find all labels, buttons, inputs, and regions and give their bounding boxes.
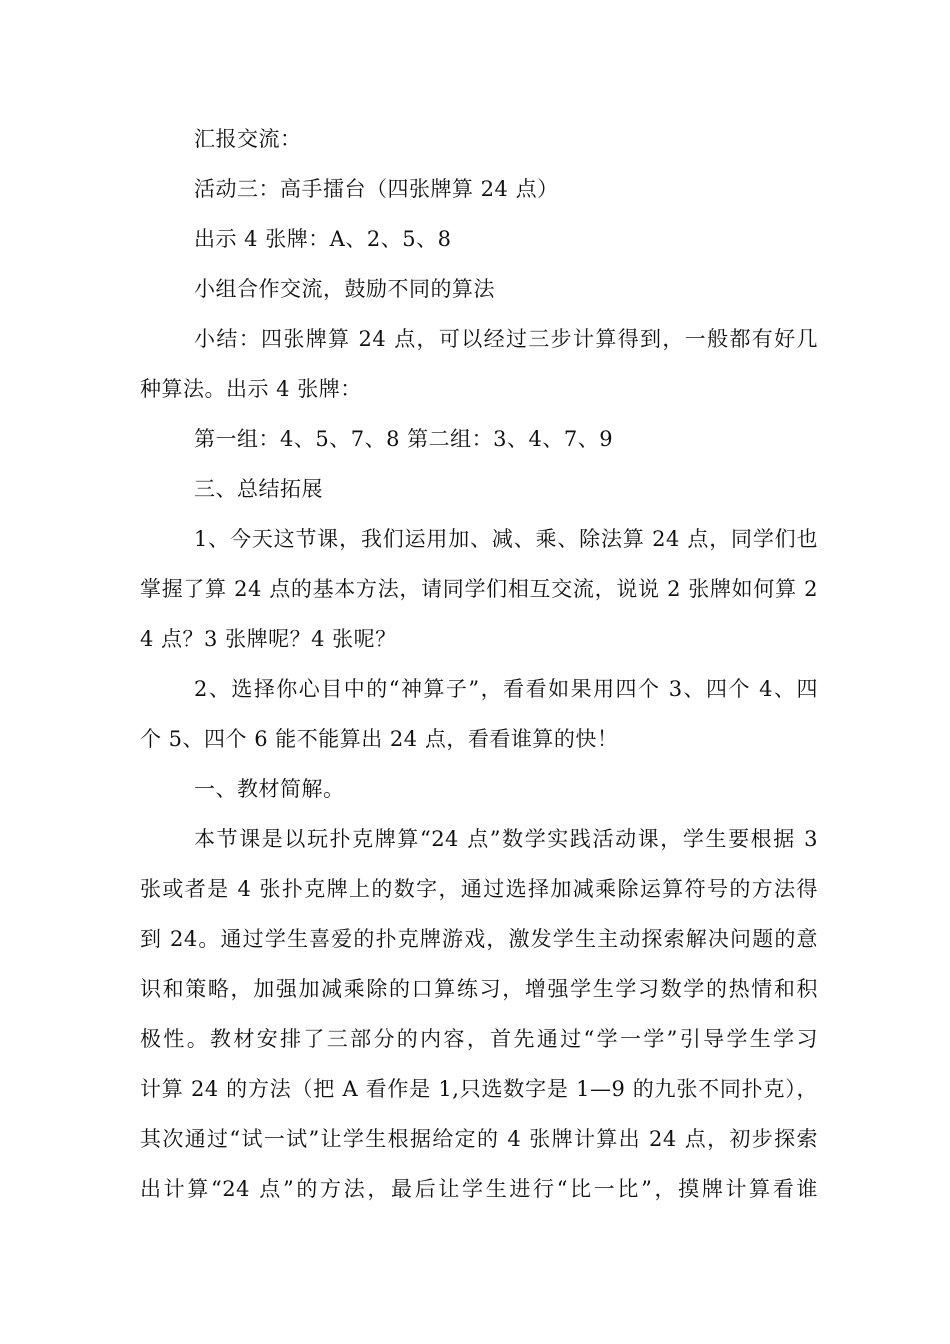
text-line-paragraph: 其次通过“试一试”让学生根据给定的 4 张牌计算出 24 点，初步探索 (140, 1127, 818, 1151)
text-line-paragraph: 识和策略，加强加减乘除的口算练习，增强学生学习数学的热情和积 (140, 977, 818, 1001)
text-line-activity-three: 活动三：高手擂台（四张牌算 24 点） (194, 177, 559, 201)
text-line-point-two: 2、选择你心目中的“神算子”，看看如果用四个 3、四个 4、四 (194, 677, 818, 701)
text-line-paragraph: 出计算“24 点”的方法，最后让学生进行“比一比”，摸牌计算看谁 (140, 1177, 818, 1201)
text-line-report: 汇报交流： (194, 127, 302, 151)
text-line-paragraph: 本节课是以玩扑克牌算“24 点”数学实践活动课，学生要根据 3 (194, 827, 818, 851)
section-heading-summary: 三、总结拓展 (194, 477, 323, 501)
text-line-paragraph: 到 24。通过学生喜爱的扑克牌游戏，激发学生主动探索解决问题的意 (140, 927, 818, 951)
text-line-group-discussion: 小组合作交流，鼓励不同的算法 (194, 277, 495, 301)
text-line-point-one-end: 4 点？3 张牌呢？4 张呢？ (140, 627, 397, 651)
text-line-show-cards: 出示 4 张牌：A、2、5、8 (194, 227, 452, 251)
section-heading-textbook: 一、教材简解。 (194, 777, 345, 801)
text-line-summary: 小结：四张牌算 24 点，可以经过三步计算得到，一般都有好几 (194, 327, 818, 351)
text-line-point-two-end: 个 5、四个 6 能不能算出 24 点，看看谁算的快！ (140, 727, 619, 751)
text-line-paragraph: 极性。教材安排了三部分的内容，首先通过“学一学”引导学生学习 (140, 1027, 818, 1051)
text-line-paragraph: 张或者是 4 张扑克牌上的数字，通过选择加减乘除运算符号的方法得 (140, 877, 818, 901)
text-line-paragraph: 计算 24 的方法（把 A 看作是 1,只选数字是 1—9 的九张不同扑克）， (140, 1077, 818, 1101)
text-line-summary-cont: 种算法。出示 4 张牌： (140, 377, 362, 401)
text-line-point-one: 1、今天这节课，我们运用加、减、乘、除法算 24 点，同学们也 (194, 527, 818, 551)
text-line-point-one-cont: 掌握了算 24 点的基本方法，请同学们相互交流，说说 2 张牌如何算 2 (140, 577, 818, 601)
text-line-card-groups: 第一组：4、5、7、8 第二组：3、4、7、9 (194, 427, 614, 451)
